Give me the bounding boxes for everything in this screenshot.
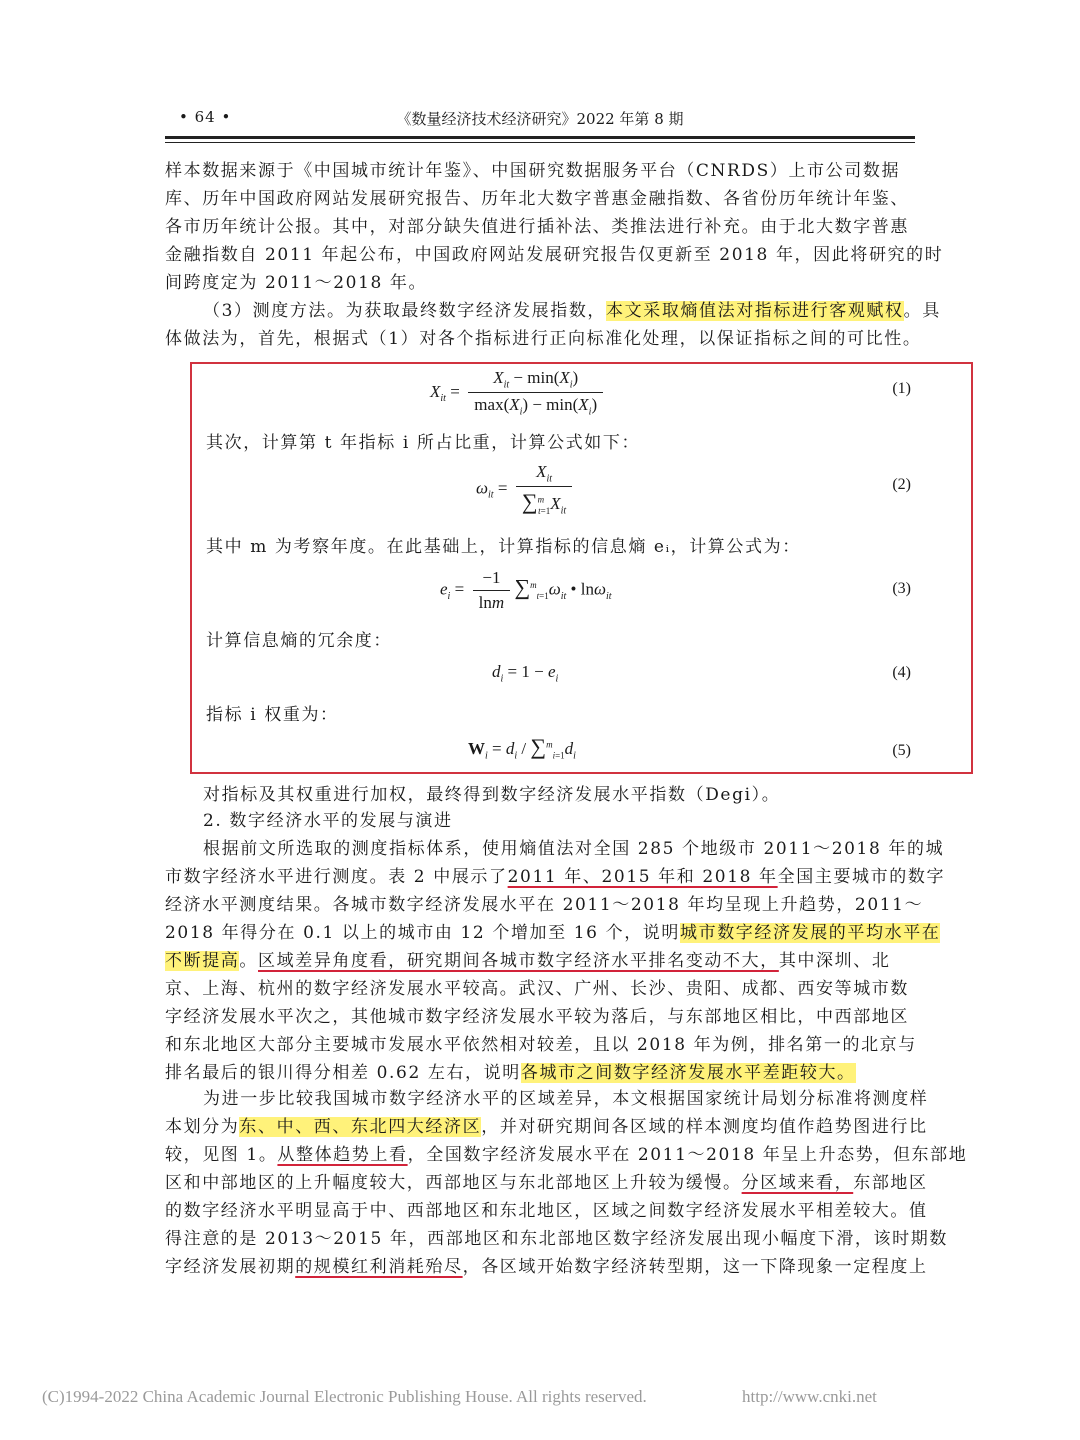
text-line: 根据前文所选取的测度指标体系，使用熵值法对全国 285 个地级市 2011～2018 年的城	[203, 839, 945, 859]
equation-number: (1)	[892, 380, 911, 397]
equation-number: (4)	[892, 664, 911, 681]
highlighted-text: 东、中、西、东北四大经济区	[239, 1117, 482, 1137]
text-line: 排名最后的银川得分相差 0.62 左右，说明各城市之间数字经济发展水平差距较大。	[165, 1063, 856, 1083]
equation-2: $\omega_{it}$ = $\frac{X_{it}}{\sum^m_{t=1}X_{it}}$	[476, 462, 572, 517]
text-line: 字经济发展初期的规模红利消耗殆尽，各区域开始数字经济转型期，这一下降现象一定程度上	[165, 1257, 928, 1277]
text-line: 市数字经济水平进行测度。表 2 中展示了2011 年、2015 年和 2018 年全国主要城市的数字	[165, 867, 946, 887]
equation-5: $W_i = d_i / \sum^m_{i=1}d_i$	[468, 734, 576, 762]
equation-number: (2)	[892, 476, 911, 493]
page-number: • 64 •	[179, 108, 232, 126]
page-header	[165, 106, 915, 134]
text-line: 较，见图 1。从整体趋势上看，全国数字经济发展水平在 2011～2018 年呈上升态势，但东部地	[165, 1145, 968, 1165]
equation-number: (3)	[892, 580, 911, 597]
formula-text: 计算信息熵的冗余度：	[206, 631, 392, 651]
text-line: 为进一步比较我国城市数字经济水平的区域差异，本文根据国家统计局划分标准将测度样	[203, 1089, 929, 1109]
equation-3: $e_i$ = $\frac{-1}{\ln m}$ $\sum^m_{t=1}\omega_{it}$ • lnω$_{it}$	[440, 568, 612, 612]
text-line: 不断提高。区域差异角度看，研究期间各城市数字经济水平排名变动不大，其中深圳、北	[165, 951, 891, 971]
text-line: 体做法为，首先，根据式（1）对各个指标进行正向标准化处理，以保证指标之间的可比性。	[165, 329, 922, 349]
text-line: 得注意的是 2013～2015 年，西部地区和东北部地区数字经济发展出现小幅度下滑，该时期数	[165, 1229, 948, 1249]
text-line: 对指标及其权重进行加权，最终得到数字经济发展水平指数（Degi）。	[203, 785, 781, 805]
formula-annotation-box	[190, 362, 973, 774]
formula-text: 其次，计算第 t 年指标 i 所占比重，计算公式如下：	[206, 433, 641, 453]
text-line: 区和中部地区的上升幅度较大，西部地区与东北部地区上升较为缓慢。分区域来看，东部地区	[165, 1173, 928, 1193]
text-line: 间跨度定为 2011～2018 年。	[165, 273, 428, 293]
text-line: （3）测度方法。为获取最终数字经济发展指数，本文采取熵值法对指标进行客观赋权。具	[203, 301, 941, 321]
highlighted-text: 不断提高	[165, 951, 240, 971]
footer-url: http://www.cnki.net	[742, 1387, 877, 1406]
text-line: 的数字经济水平明显高于中、西部地区和东北地区，区域之间数字经济发展水平相差较大。值	[165, 1201, 928, 1221]
equation-1: $X_{it}$ = $\frac{X_{it} - \min(X_i)}{\max(X_i) - \min(X_i)}$	[430, 368, 603, 418]
copyright-text: (C)1994-2022 China Academic Journal Electronic Publishing House. All rights reserved.	[42, 1387, 647, 1406]
text-line: 样本数据来源于《中国城市统计年鉴》、中国研究数据服务平台（CNRDS）上市公司数据	[165, 161, 901, 181]
text-line: 库、历年中国政府网站发展研究报告、历年北大数字普惠金融指数、各省份历年统计年鉴、	[165, 189, 909, 209]
underlined-text: 2011 年、2015 年和 2018 年	[507, 867, 778, 887]
section-title: 2. 数字经济水平的发展与演进	[203, 811, 453, 831]
formula-text: 指标 i 权重为：	[206, 705, 339, 725]
highlighted-text: 本文采取熵值法对指标进行客观赋权	[606, 301, 904, 321]
text-line: 字经济发展水平次之，其他城市数字经济发展水平较为落后，与东部地区相比，中西部地区	[165, 1007, 909, 1027]
formula-text: 其中 m 为考察年度。在此基础上，计算指标的信息熵 eᵢ，计算公式为：	[206, 537, 801, 557]
text-line: 本划分为东、中、西、东北四大经济区，并对研究期间各区域的样本测度均值作趋势图进行比	[165, 1117, 928, 1137]
text-line: 金融指数自 2011 年起公布，中国政府网站发展研究报告仅更新至 2018 年，因此将研究的时	[165, 245, 944, 265]
underlined-text: 从整体趋势上看	[277, 1145, 408, 1165]
header-rule-thick	[165, 136, 915, 139]
text-line: 和东北地区大部分主要城市发展水平依然相对较差，且以 2018 年为例，排名第一的北京与	[165, 1035, 917, 1055]
underlined-text: 区域差异角度看，研究期间各城市数字经济水平排名变动不大，	[258, 951, 779, 971]
text-line: 各市历年统计公报。其中，对部分缺失值进行插补法、类推法进行补充。由于北大数字普惠	[165, 217, 909, 237]
equation-4: $d_i = 1 - e_i$	[492, 662, 559, 685]
underlined-text: 的规模红利消耗殆尽	[295, 1257, 463, 1277]
copyright-footer	[42, 1387, 877, 1407]
equation-number: (5)	[892, 742, 911, 759]
highlighted-text: 城市数字经济发展的平均水平在	[680, 923, 941, 943]
text-line: 经济水平测度结果。各城市数字经济发展水平在 2011～2018 年均呈现上升趋势，2011～	[165, 895, 924, 915]
journal-title: 《数量经济技术经济研究》2022 年第 8 期	[396, 110, 684, 128]
text-line: 2018 年得分在 0.1 以上的城市由 12 个增加至 16 个，说明城市数字经济发展的平均水平在	[165, 923, 941, 943]
highlighted-text: 各城市之间数字经济发展水平差距较大。	[520, 1063, 856, 1083]
underlined-text: 分区域来看，	[741, 1173, 854, 1193]
text-line: 京、上海、杭州的数字经济发展水平较高。武汉、广州、长沙、贵阳、成都、西安等城市数	[165, 979, 909, 999]
header-rule-thin	[165, 142, 915, 143]
